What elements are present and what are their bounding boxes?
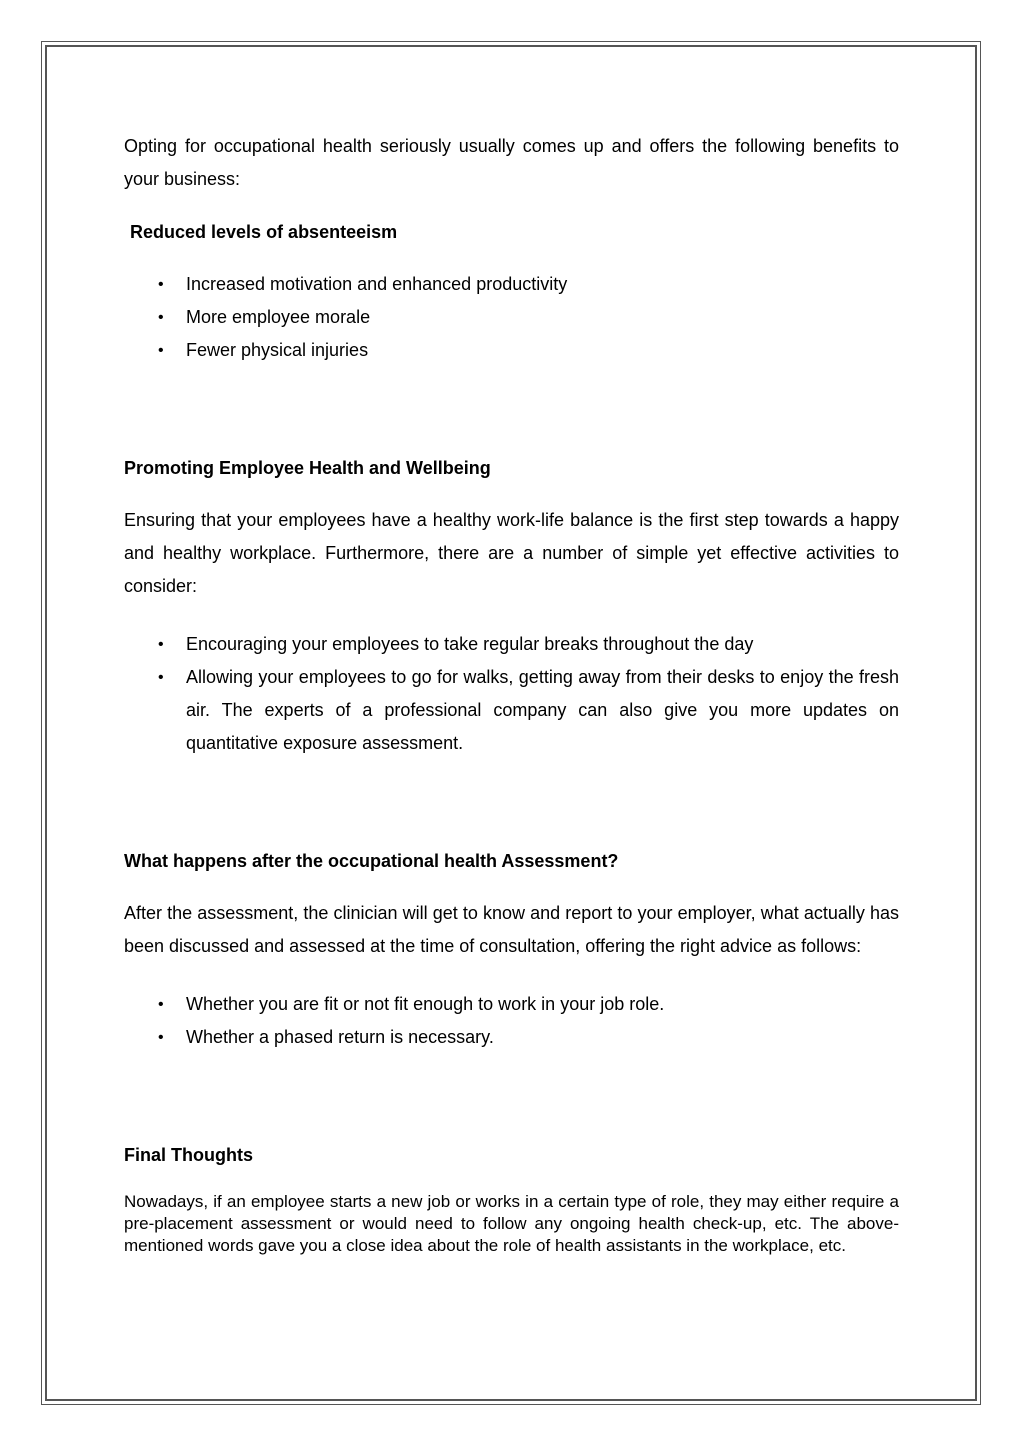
final-heading: Final Thoughts xyxy=(124,1145,253,1165)
list-item xyxy=(124,661,899,760)
list-item xyxy=(124,301,899,334)
list-item-text: Increased motivation and enhanced productivity xyxy=(186,274,568,294)
list-item-text: Allowing your employees to go for walks, getting away from their desks to enjoy the fresh air. The experts of a professional company can also give you more updates on quantitative exposure assessment. xyxy=(186,667,899,753)
final-paragraph: Nowadays, if an employee starts a new job or works in a certain type of role, they may either require a pre-placement assessment or would need to follow any ongoing health check-up, etc. The above-mentioned words gave you a close idea about the role of health assistants in the workplace, etc. xyxy=(124,1192,899,1255)
list-item-text: Whether you are fit or not fit enough to work in your job role. xyxy=(186,994,665,1014)
benefits-list xyxy=(124,268,899,367)
bullet-icon: • xyxy=(158,636,164,653)
list-item xyxy=(124,628,899,661)
assessment-list xyxy=(124,988,899,1054)
bullet-icon: • xyxy=(158,669,164,686)
bullet-icon: • xyxy=(158,309,164,326)
list-item-text: Whether a phased return is necessary. xyxy=(186,1027,494,1047)
list-item-text: Fewer physical injuries xyxy=(186,340,369,360)
document-content xyxy=(124,130,899,1257)
bullet-icon: • xyxy=(158,276,164,293)
assessment-paragraph: After the assessment, the clinician will get to know and report to your employer, what actually has been discussed and assessed at the time of consultation, offering the right advice as follows: xyxy=(124,903,899,956)
assessment-heading: What happens after the occupational health Assessment? xyxy=(124,851,619,871)
list-item-text: Encouraging your employees to take regular breaks throughout the day xyxy=(186,634,754,654)
list-item xyxy=(124,1021,899,1054)
bullet-icon: • xyxy=(158,996,164,1013)
wellbeing-list xyxy=(124,628,899,760)
list-item xyxy=(124,268,899,301)
list-item-text: More employee morale xyxy=(186,307,371,327)
benefits-heading: Reduced levels of absenteeism xyxy=(130,222,398,242)
wellbeing-heading: Promoting Employee Health and Wellbeing xyxy=(124,458,491,478)
bullet-icon: • xyxy=(158,1029,164,1046)
wellbeing-paragraph: Ensuring that your employees have a healthy work-life balance is the first step towards a happy and healthy workplace. Furthermore, there are a number of simple yet effective activities to consider: xyxy=(124,510,899,596)
intro-paragraph: Opting for occupational health seriously usually comes up and offers the following benefits to your business: xyxy=(124,136,899,189)
bullet-icon: • xyxy=(158,342,164,359)
list-item xyxy=(124,988,899,1021)
list-item xyxy=(124,334,899,367)
